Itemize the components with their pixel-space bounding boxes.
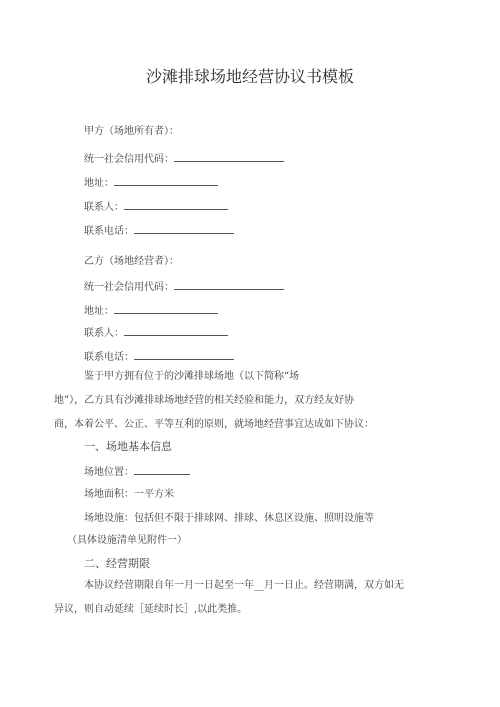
- party-a-address-label: 地址：: [84, 178, 114, 189]
- intro-line-1: 鉴于甲方拥有位于的沙滩排球场地（以下简称“场: [84, 371, 300, 382]
- location-label: 场地位置：: [84, 467, 134, 478]
- intro-line-3: 商，本着公平、公正、平等互利的原则，就场地经营事宜达成如下协议：: [54, 419, 374, 430]
- party-b-credit-code-label: 统一社会信用代码：: [84, 282, 174, 293]
- party-a-contact-blank: [124, 199, 228, 210]
- party-a-heading: 甲方（场地所有者）：: [84, 126, 179, 137]
- location-blank: [134, 464, 190, 475]
- party-a-credit-code-field: [84, 151, 284, 167]
- party-b-contact-blank: [124, 325, 228, 336]
- party-a-credit-code-blank: [174, 151, 284, 162]
- party-a-address-blank: [114, 175, 218, 186]
- facilities-line-2: （具体设施清单见附件一）: [67, 535, 187, 546]
- party-a-contact-field: [84, 199, 228, 215]
- party-b-address-label: 地址：: [84, 306, 114, 317]
- party-b-contact-field: [84, 325, 228, 341]
- party-b-address-field: [84, 303, 218, 319]
- party-b-phone-field: [84, 349, 234, 365]
- term-line-1: 本协议经营期限自年一月一日起至一年__月一日止。经营期满，双方如无: [84, 580, 404, 591]
- party-b-address-blank: [114, 303, 218, 314]
- party-b-credit-code-blank: [174, 279, 284, 290]
- term-line-2: 异议，则自动延续［延续时长］,以此类推。: [54, 604, 248, 615]
- section-2-heading: 二、经营期限: [84, 557, 150, 570]
- document-title: 沙滩排球场地经营协议书模板: [145, 67, 354, 86]
- party-a-phone-field: [84, 223, 234, 239]
- section-1-heading: 一、场地基本信息: [84, 440, 172, 453]
- party-a-contact-label: 联系人：: [84, 202, 124, 213]
- party-a-phone-label: 联系电话：: [84, 226, 134, 237]
- party-b-heading: 乙方（场地经营者）：: [84, 256, 179, 267]
- party-a-credit-code-label: 统一社会信用代码：: [84, 154, 174, 165]
- area-line: 场地面积：一平方米: [84, 489, 174, 500]
- intro-line-2: 地”），乙方具有沙滩排球场地经营的相关经验和能力，双方经友好协: [54, 395, 355, 406]
- party-b-credit-code-field: [84, 279, 284, 295]
- party-a-phone-blank: [134, 223, 234, 234]
- location-field: [84, 464, 190, 480]
- party-b-contact-label: 联系人：: [84, 328, 124, 339]
- party-a-address-field: [84, 175, 218, 191]
- party-b-phone-label: 联系电话：: [84, 352, 134, 363]
- facilities-line-1: 场地设施：包括但不限于排球网、排球、休息区设施、照明设施等: [84, 513, 374, 524]
- party-b-phone-blank: [134, 349, 234, 360]
